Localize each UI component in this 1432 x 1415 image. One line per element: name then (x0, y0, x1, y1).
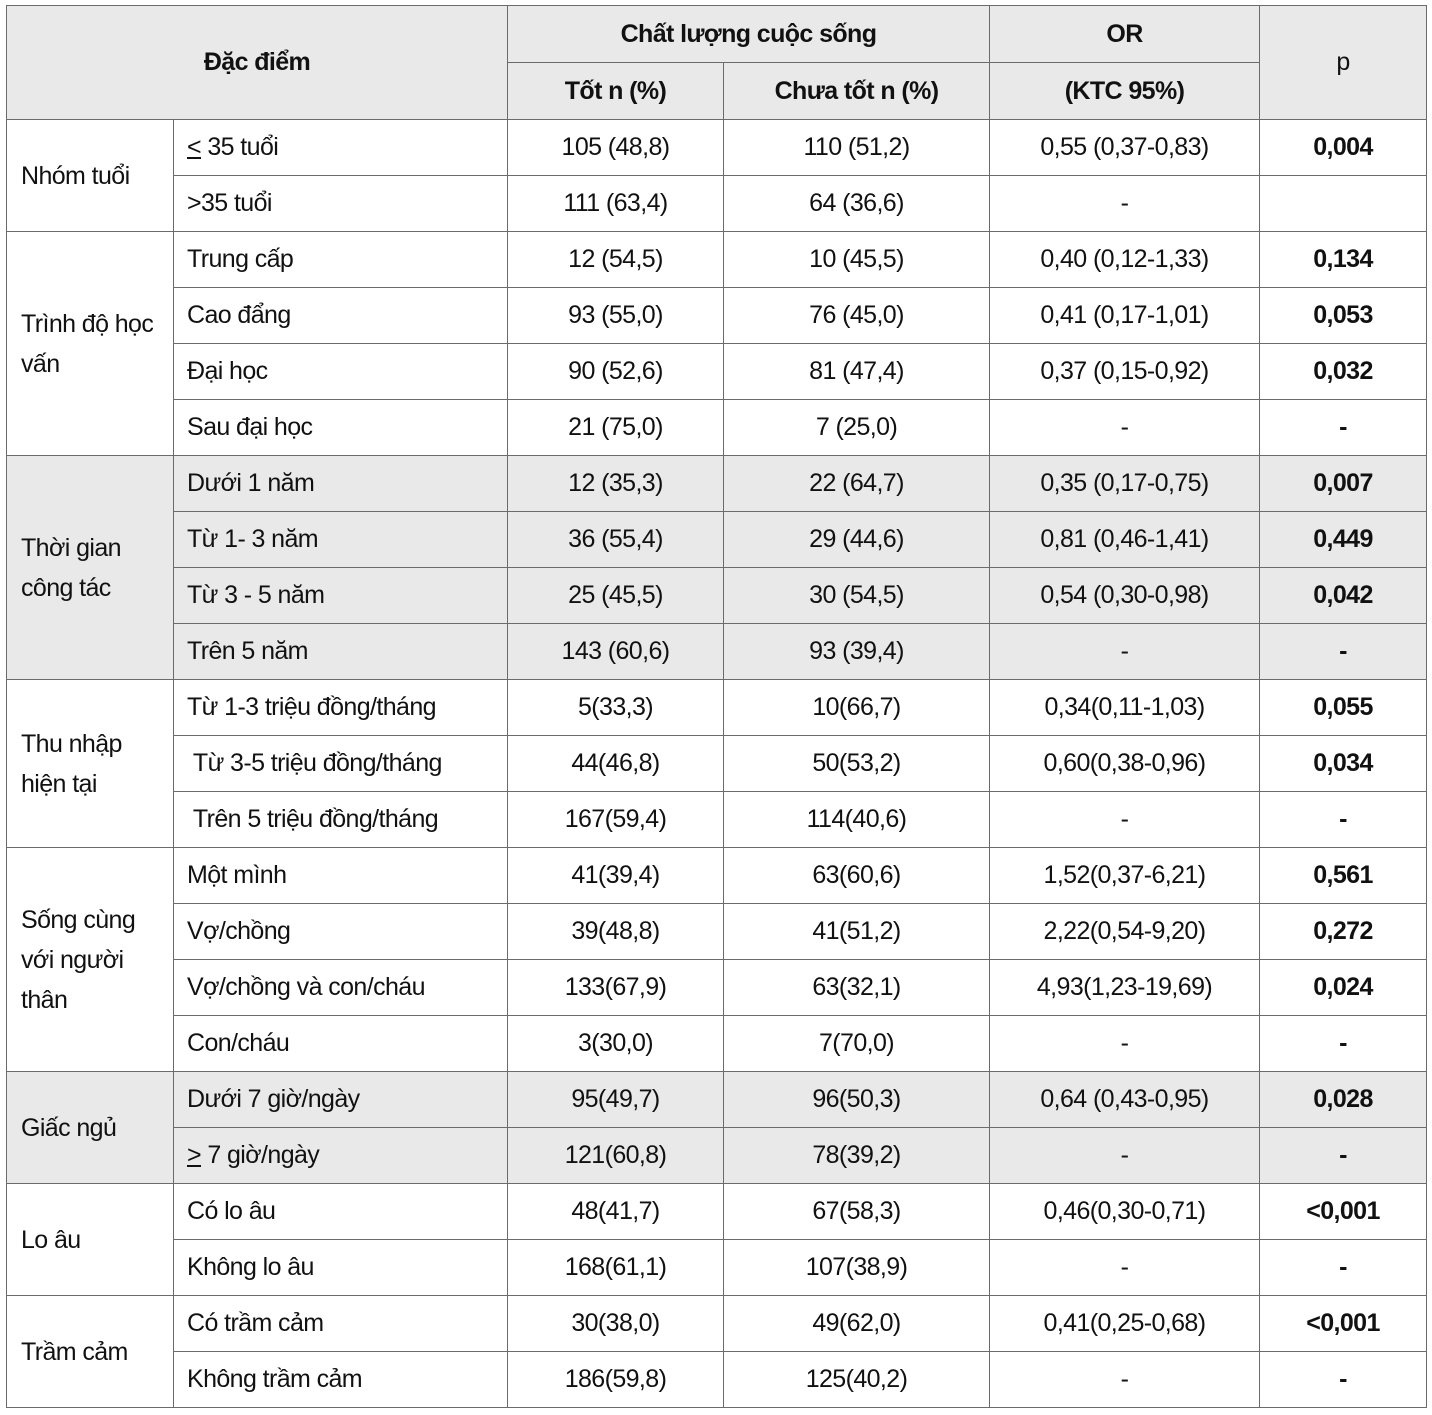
not-good-value: 81 (47,4) (724, 344, 990, 400)
good-value: 186(59,8) (508, 1352, 724, 1408)
not-good-value: 110 (51,2) (724, 120, 990, 176)
good-value: 111 (63,4) (508, 176, 724, 232)
comparison-symbol: > (187, 1141, 201, 1169)
or-value: 0,41 (0,17-1,01) (990, 288, 1260, 344)
table-row (7, 288, 1427, 344)
table-row (7, 120, 1427, 176)
not-good-value: 76 (45,0) (724, 288, 990, 344)
table-row (7, 568, 1427, 624)
not-good-value: 10 (45,5) (724, 232, 990, 288)
row-label: Vợ/chồng và con/cháu (174, 960, 508, 1016)
group-label: Trầm cảm (7, 1296, 174, 1408)
table-row (7, 1072, 1427, 1128)
p-value: - (1260, 400, 1427, 456)
row-label: Dưới 7 giờ/ngày (174, 1072, 508, 1128)
good-value: 133(67,9) (508, 960, 724, 1016)
group-label: Thu nhập hiện tại (7, 680, 174, 848)
or-value: 0,34(0,11-1,03) (990, 680, 1260, 736)
group-label: Trình độ học vấn (7, 232, 174, 456)
or-value: - (990, 1352, 1260, 1408)
header-or: OR (990, 6, 1260, 63)
row-label: Có trầm cảm (174, 1296, 508, 1352)
or-value: 4,93(1,23-19,69) (990, 960, 1260, 1016)
row-label: Sau đại học (174, 400, 508, 456)
table-row (7, 1184, 1427, 1240)
good-value: 143 (60,6) (508, 624, 724, 680)
table-row (7, 624, 1427, 680)
table-row (7, 736, 1427, 792)
table-row (7, 512, 1427, 568)
good-value: 21 (75,0) (508, 400, 724, 456)
header-good: Tốt n (%) (508, 63, 724, 120)
or-value: - (990, 400, 1260, 456)
good-value: 90 (52,6) (508, 344, 724, 400)
row-label: >35 tuổi (174, 176, 508, 232)
row-label: Một mình (174, 848, 508, 904)
or-value: 0,54 (0,30-0,98) (990, 568, 1260, 624)
good-value: 25 (45,5) (508, 568, 724, 624)
not-good-value: 125(40,2) (724, 1352, 990, 1408)
good-value: 30(38,0) (508, 1296, 724, 1352)
header-ci: (KTC 95%) (990, 63, 1260, 120)
table-row (7, 456, 1427, 512)
table-row (7, 1296, 1427, 1352)
not-good-value: 30 (54,5) (724, 568, 990, 624)
group-label: Thời gian công tác (7, 456, 174, 680)
p-value: - (1260, 1352, 1427, 1408)
row-label: Từ 1-3 triệu đồng/tháng (174, 680, 508, 736)
not-good-value: 63(60,6) (724, 848, 990, 904)
group-label: Lo âu (7, 1184, 174, 1296)
row-label: Không lo âu (174, 1240, 508, 1296)
not-good-value: 67(58,3) (724, 1184, 990, 1240)
not-good-value: 107(38,9) (724, 1240, 990, 1296)
row-label: Dưới 1 năm (174, 456, 508, 512)
p-value: - (1260, 624, 1427, 680)
p-value: - (1260, 1016, 1427, 1072)
table-row (7, 176, 1427, 232)
or-value: - (990, 624, 1260, 680)
or-value: 0,46(0,30-0,71) (990, 1184, 1260, 1240)
row-label: Trên 5 triệu đồng/tháng (174, 792, 508, 848)
or-value: 0,60(0,38-0,96) (990, 736, 1260, 792)
or-value: 0,64 (0,43-0,95) (990, 1072, 1260, 1128)
row-label: Từ 3-5 triệu đồng/tháng (174, 736, 508, 792)
or-value: 0,35 (0,17-0,75) (990, 456, 1260, 512)
table-row (7, 1128, 1427, 1184)
good-value: 167(59,4) (508, 792, 724, 848)
results-table (6, 5, 1427, 1408)
not-good-value: 96(50,3) (724, 1072, 990, 1128)
p-value (1260, 176, 1427, 232)
row-label (174, 1128, 508, 1184)
not-good-value: 93 (39,4) (724, 624, 990, 680)
not-good-value: 50(53,2) (724, 736, 990, 792)
p-value: 0,561 (1260, 848, 1427, 904)
row-label: Từ 1- 3 năm (174, 512, 508, 568)
table-row (7, 1352, 1427, 1408)
table-row (7, 680, 1427, 736)
good-value: 105 (48,8) (508, 120, 724, 176)
good-value: 93 (55,0) (508, 288, 724, 344)
p-value: <0,001 (1260, 1184, 1427, 1240)
table-row (7, 1240, 1427, 1296)
p-value: 0,024 (1260, 960, 1427, 1016)
or-value: 0,81 (0,46-1,41) (990, 512, 1260, 568)
or-value: - (990, 176, 1260, 232)
p-value: 0,272 (1260, 904, 1427, 960)
header-quality-of-life: Chất lượng cuộc sống (508, 6, 990, 63)
p-value: 0,042 (1260, 568, 1427, 624)
row-label: Vợ/chồng (174, 904, 508, 960)
good-value: 3(30,0) (508, 1016, 724, 1072)
table-row (7, 232, 1427, 288)
row-label: Con/cháu (174, 1016, 508, 1072)
row-label: Có lo âu (174, 1184, 508, 1240)
not-good-value: 78(39,2) (724, 1128, 990, 1184)
or-value: - (990, 1240, 1260, 1296)
or-value: 0,40 (0,12-1,33) (990, 232, 1260, 288)
row-label-text: 7 giờ/ngày (201, 1141, 320, 1169)
p-value: 0,004 (1260, 120, 1427, 176)
p-value: 0,032 (1260, 344, 1427, 400)
table-body (7, 120, 1427, 1408)
not-good-value: 63(32,1) (724, 960, 990, 1016)
comparison-symbol: < (187, 133, 201, 161)
or-value: 0,55 (0,37-0,83) (990, 120, 1260, 176)
table-row (7, 904, 1427, 960)
not-good-value: 29 (44,6) (724, 512, 990, 568)
p-value: 0,007 (1260, 456, 1427, 512)
row-label: Trên 5 năm (174, 624, 508, 680)
or-value: - (990, 1128, 1260, 1184)
row-label-text: 35 tuổi (201, 133, 279, 161)
p-value: 0,449 (1260, 512, 1427, 568)
p-value: 0,028 (1260, 1072, 1427, 1128)
not-good-value: 114(40,6) (724, 792, 990, 848)
p-value: 0,055 (1260, 680, 1427, 736)
good-value: 12 (54,5) (508, 232, 724, 288)
p-value: - (1260, 1240, 1427, 1296)
good-value: 39(48,8) (508, 904, 724, 960)
p-value: 0,034 (1260, 736, 1427, 792)
not-good-value: 10(66,7) (724, 680, 990, 736)
not-good-value: 7(70,0) (724, 1016, 990, 1072)
group-label: Giấc ngủ (7, 1072, 174, 1184)
good-value: 95(49,7) (508, 1072, 724, 1128)
or-value: 2,22(0,54-9,20) (990, 904, 1260, 960)
p-value: 0,053 (1260, 288, 1427, 344)
not-good-value: 22 (64,7) (724, 456, 990, 512)
good-value: 121(60,8) (508, 1128, 724, 1184)
good-value: 168(61,1) (508, 1240, 724, 1296)
row-label: Từ 3 - 5 năm (174, 568, 508, 624)
good-value: 44(46,8) (508, 736, 724, 792)
or-value: 0,37 (0,15-0,92) (990, 344, 1260, 400)
p-value: - (1260, 792, 1427, 848)
good-value: 12 (35,3) (508, 456, 724, 512)
group-label: Nhóm tuổi (7, 120, 174, 232)
p-value: <0,001 (1260, 1296, 1427, 1352)
table-row (7, 960, 1427, 1016)
table-row (7, 848, 1427, 904)
table-row (7, 344, 1427, 400)
or-value: 1,52(0,37-6,21) (990, 848, 1260, 904)
row-label: Cao đẩng (174, 288, 508, 344)
good-value: 36 (55,4) (508, 512, 724, 568)
row-label: Đại học (174, 344, 508, 400)
not-good-value: 41(51,2) (724, 904, 990, 960)
header-characteristic: Đặc điểm (7, 6, 508, 120)
table-row (7, 1016, 1427, 1072)
not-good-value: 64 (36,6) (724, 176, 990, 232)
not-good-value: 7 (25,0) (724, 400, 990, 456)
or-value: - (990, 792, 1260, 848)
p-value: - (1260, 1128, 1427, 1184)
row-label: Không trầm cảm (174, 1352, 508, 1408)
or-value: 0,41(0,25-0,68) (990, 1296, 1260, 1352)
header-not-good: Chưa tốt n (%) (724, 63, 990, 120)
group-label: Sống cùng với người thân (7, 848, 174, 1072)
header-p: p (1260, 6, 1427, 120)
good-value: 5(33,3) (508, 680, 724, 736)
or-value: - (990, 1016, 1260, 1072)
row-label: Trung cấp (174, 232, 508, 288)
not-good-value: 49(62,0) (724, 1296, 990, 1352)
table-row (7, 792, 1427, 848)
p-value: 0,134 (1260, 232, 1427, 288)
table-row (7, 400, 1427, 456)
good-value: 48(41,7) (508, 1184, 724, 1240)
good-value: 41(39,4) (508, 848, 724, 904)
row-label (174, 120, 508, 176)
